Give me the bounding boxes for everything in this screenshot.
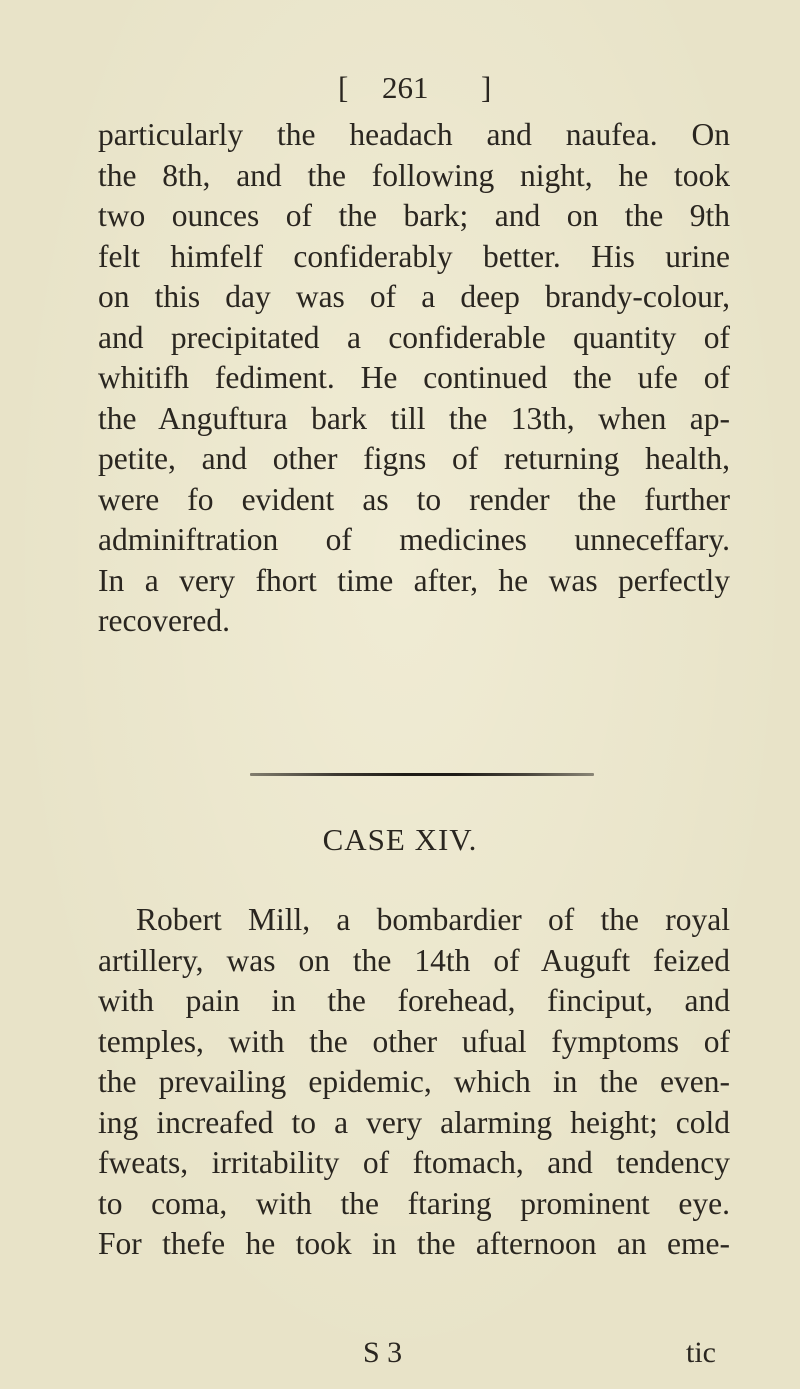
text-line: felt himfelf confiderably better. His urine bbox=[98, 238, 730, 274]
text-line: recovered. bbox=[98, 603, 231, 638]
paragraph-1 bbox=[98, 115, 730, 642]
text-line: adminiftration of medicines unneceffary. bbox=[98, 522, 730, 557]
page-number: 261 bbox=[382, 70, 429, 105]
page-footer bbox=[0, 1336, 800, 1376]
signature-mark: S 3 bbox=[363, 1336, 403, 1369]
header-bracket-open: [ bbox=[338, 70, 349, 105]
section-divider-rule bbox=[250, 773, 594, 776]
case-heading: CASE XIV. bbox=[322, 822, 478, 857]
text-line: artillery, was on the 14th of Auguft feized bbox=[98, 942, 730, 978]
text-line: Robert Mill, a bombardier of the royal bbox=[136, 902, 730, 937]
catchword: tic bbox=[686, 1336, 716, 1369]
text-line: on this day was of a deep brandy-colour, bbox=[98, 279, 730, 314]
text-line: with pain in the forehead, finciput, and bbox=[98, 983, 730, 1018]
text-line: petite, and other figns of returning health, bbox=[98, 441, 730, 476]
text-line: In a very fhort time after, he was perfectly bbox=[98, 562, 730, 598]
text-line: two ounces of the bark; and on the 9th bbox=[98, 198, 730, 233]
text-line: fweats, irritability of ftomach, and tendency bbox=[98, 1145, 730, 1180]
text-line: the Anguftura bark till the 13th, when ap- bbox=[98, 400, 730, 436]
text-line: whitifh fediment. He continued the ufe of bbox=[98, 360, 730, 395]
text-line: ing increafed to a very alarming height; cold bbox=[98, 1104, 730, 1140]
text-line: to coma, with the ftaring prominent eye. bbox=[98, 1185, 730, 1221]
text-line: the 8th, and the following night, he took bbox=[98, 157, 730, 193]
text-line: the prevailing epidemic, which in the even- bbox=[98, 1064, 730, 1099]
text-line: and precipitated a confiderable quantity of bbox=[98, 319, 730, 355]
paragraph-2 bbox=[98, 900, 730, 1265]
page-header bbox=[0, 70, 800, 110]
header-bracket-close: ] bbox=[481, 70, 492, 105]
text-line: temples, with the other ufual fymptoms of bbox=[98, 1023, 730, 1059]
text-line: were fo evident as to render the further bbox=[98, 481, 730, 517]
text-line: particularly the headach and naufea. On bbox=[98, 117, 730, 152]
text-line: For thefe he took in the afternoon an eme- bbox=[98, 1226, 730, 1261]
